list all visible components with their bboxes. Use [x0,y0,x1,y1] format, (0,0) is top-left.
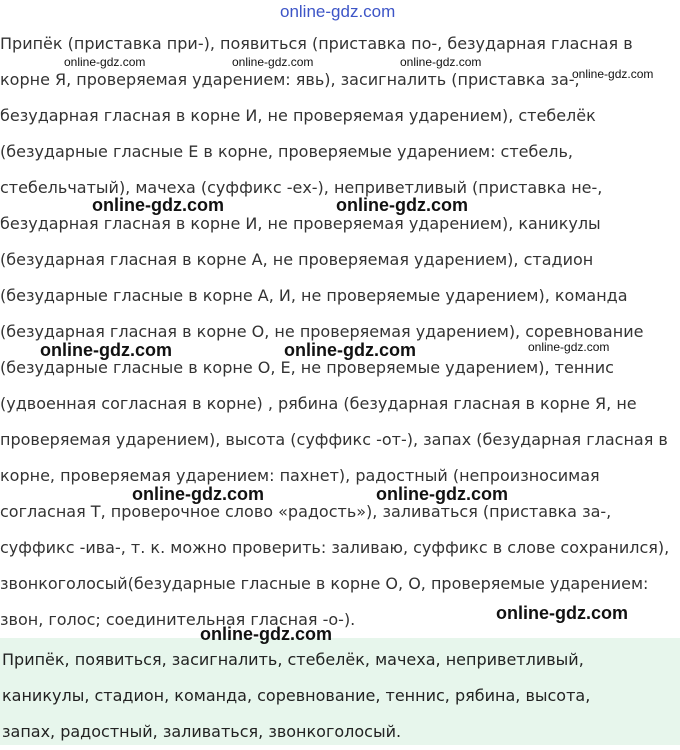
watermark: online-gdz.com [64,55,146,69]
analysis-line: проверяемая ударением), высота (суффикс -от-), запах (безударная гласная в [0,430,668,449]
answer-line: запах, радостный, заливаться, звонкоголосый. [2,722,402,741]
watermark: online-gdz.com [232,55,314,69]
analysis-line: (безударные гласные в корне О, Е, не проверяемые ударением), теннис [0,358,614,377]
analysis-line: безударная гласная в корне И, не проверяемая ударением), стебелёк [0,106,596,125]
answer-line: Припёк, появиться, засигналить, стебелёк, мачеха, неприветливый, [2,650,584,669]
analysis-line: суффикс -ива-, т. к. можно проверить: заливаю, суффикс в слове сохранился), [0,538,670,557]
analysis-line: (безударная гласная в корне А, не проверяемая ударением), стадион [0,250,594,269]
watermark: online-gdz.com [284,340,416,360]
watermark: online-gdz.com [376,484,508,504]
analysis-line: (удвоенная согласная в корне) , рябина (безударная гласная в корне Я, не [0,394,637,413]
answer-box [0,638,680,745]
analysis-line: (безударные гласные в корне А, И, не проверяемые ударением), команда [0,286,628,305]
watermark: online-gdz.com [528,340,610,354]
watermark: online-gdz.com [400,55,482,69]
analysis-line: Припёк (приставка при-), появиться (приставка по-, безударная гласная в [0,34,633,53]
analysis-text [0,26,676,638]
analysis-line: стебельчатый), мачеха (суффикс -ех-), неприветливый (приставка не-, [0,178,603,197]
answer-text [0,638,680,750]
watermark: online-gdz.com [336,195,468,215]
watermark: online-gdz.com [572,67,654,81]
analysis-line: корне Я, проверяемая ударением: явь), засигналить (приставка за-, [0,70,580,89]
analysis-line: (безударная гласная в корне О, не проверяемая ударением), соревнование [0,322,644,341]
analysis-line: корне, проверяемая ударением: пахнет), радостный (непроизносимая [0,466,600,485]
watermark-top: online-gdz.com [280,2,396,21]
analysis-line: (безударные гласные Е в корне, проверяемые ударением: стебель, [0,142,573,161]
analysis-line: звон, голос; соединительная гласная -о-). [0,610,356,629]
watermark: online-gdz.com [200,624,332,644]
analysis-line: согласная Т, проверочное слово «радость»), заливаться (приставка за-, [0,502,612,521]
watermark: online-gdz.com [40,340,172,360]
watermark: online-gdz.com [92,195,224,215]
analysis-line: звонкоголосый(безударные гласные в корне О, О, проверяемые ударением: [0,574,649,593]
analysis-line: безударная гласная в корне И, не проверяемая ударением), каникулы [0,214,601,233]
watermark: online-gdz.com [496,603,628,623]
answer-line: каникулы, стадион, команда, соревнование, теннис, рябина, высота, [2,686,591,705]
watermark: online-gdz.com [132,484,264,504]
